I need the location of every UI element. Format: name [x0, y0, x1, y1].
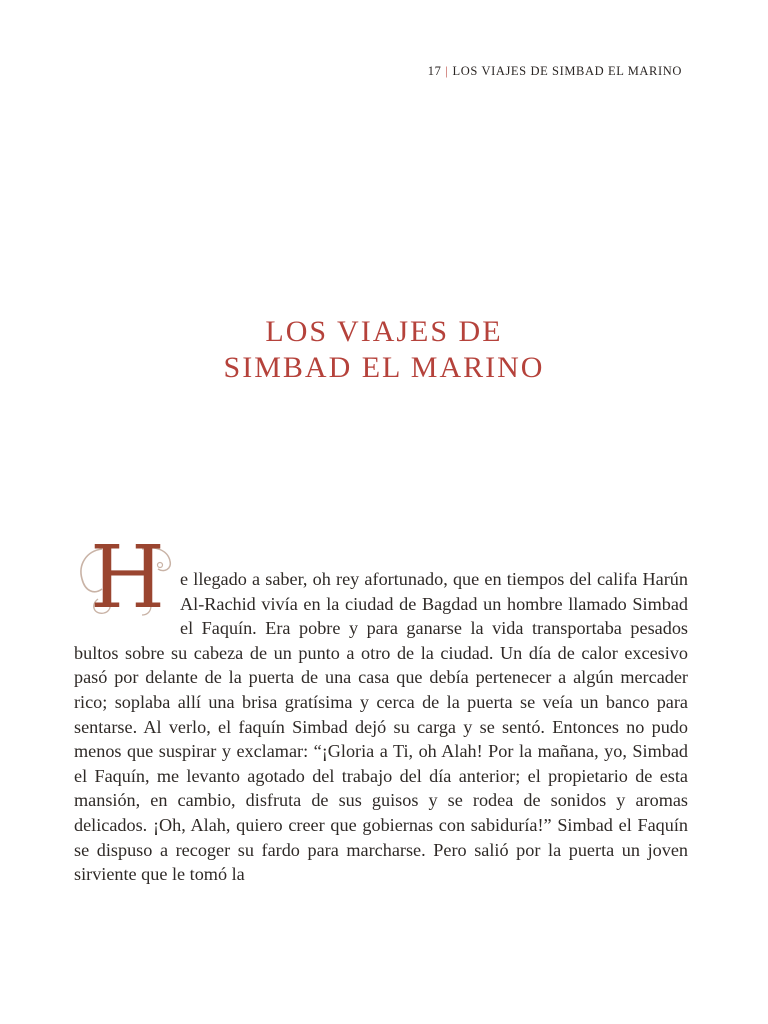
header-separator: |: [445, 64, 449, 78]
chapter-title-line-2: SIMBAD EL MARINO: [223, 351, 545, 384]
drop-cap-letter: H: [90, 528, 165, 628]
drop-cap: [72, 528, 176, 628]
chapter-title: [0, 314, 768, 386]
page-number: 17: [427, 64, 442, 78]
body-text: e llegado a saber, oh rey afortunado, que en tiempos del califa Harún Al-Rachid vivía en la ciudad de Bagdad un hombre llamado Simbad el Faquín. Era pobre y para ganarse la vida transportaba pesados bultos sobre su cabeza de un punto a otro de la ciudad. Un día de calor excesivo pasó por delante de la puerta de una casa que debía pertenecer a algún mercader rico; soplaba allí una brisa gratísima y cerca de la puerta se veía un banco para sentarse. Al verlo, el faquín Simbad dejó su carga y se sentó. Entonces no pudo menos que suspirar y exclamar: “¡Gloria a Ti, oh Alah! Por la mañana, yo, Simbad el Faquín, me levanto agotado del trabajo del día anterior; el propietario de esta mansión, en cambio, disfruta de sus guisos y se rodea de sonidos y aromas delicados. ¡Oh, Alah, quiero creer que gobiernas con sabiduría!” Simbad el Faquín se dispuso a recoger su fardo para marcharse. Pero salió por la puerta un joven sirviente que le tomó la: [74, 569, 688, 885]
body-paragraph: [74, 528, 688, 887]
running-title: LOS VIAJES DE SIMBAD EL MARINO: [452, 64, 682, 78]
chapter-title-line-1: LOS VIAJES DE: [265, 315, 503, 348]
running-header: [428, 64, 682, 79]
